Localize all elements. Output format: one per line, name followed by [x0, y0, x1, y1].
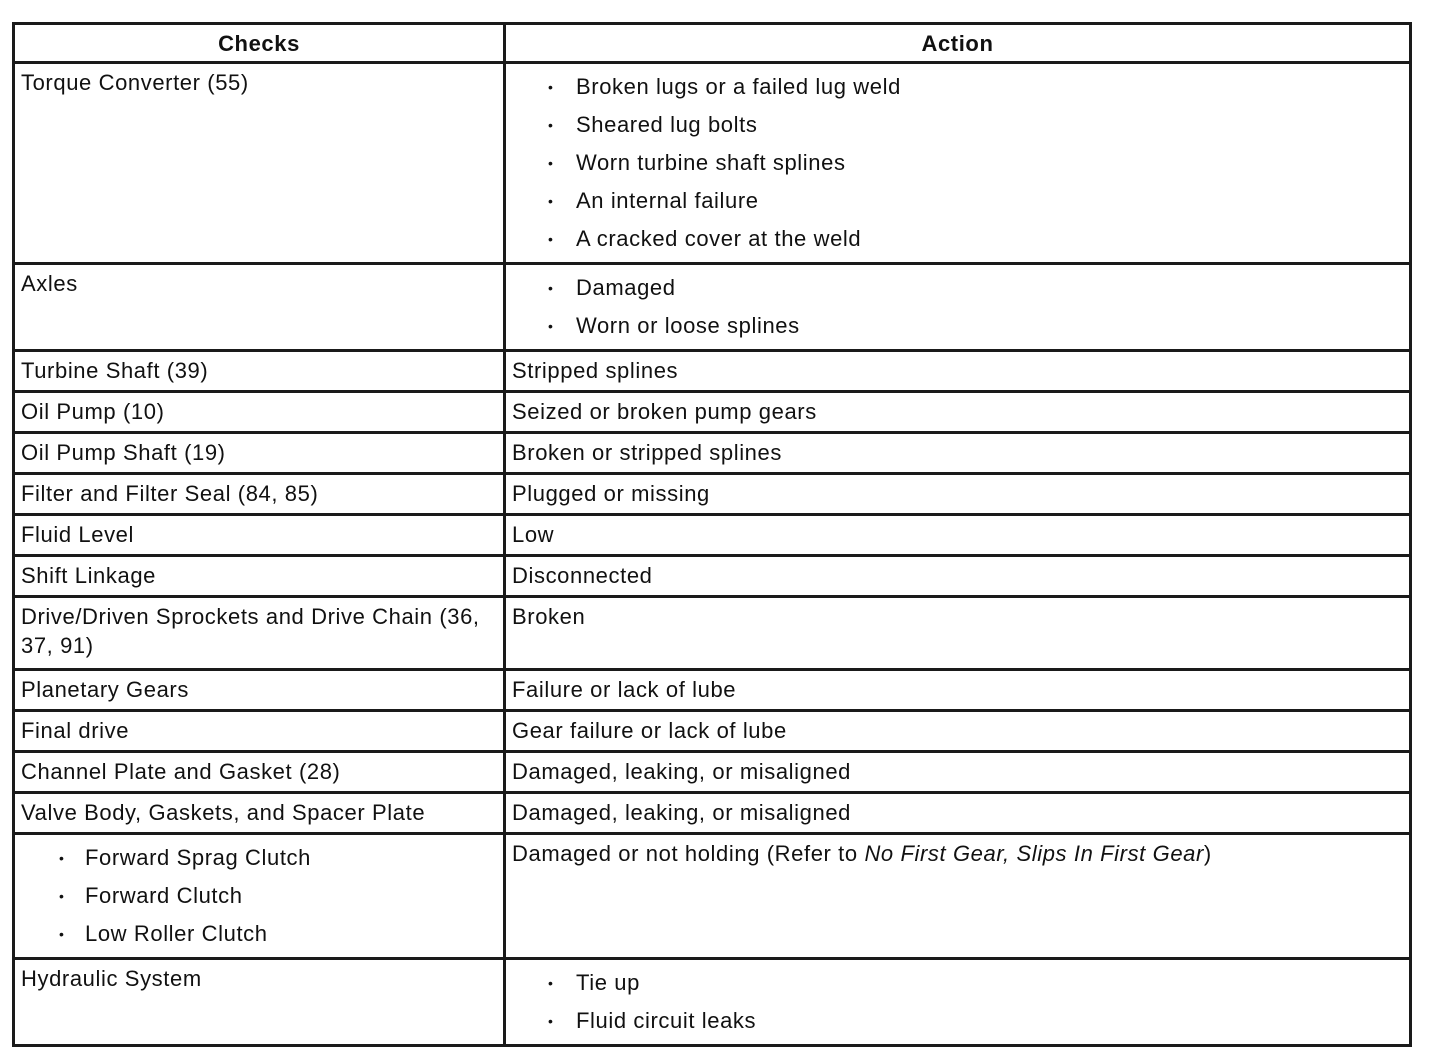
list-item: • A cracked cover at the weld: [512, 220, 1403, 258]
check-cell: Oil Pump Shaft (19): [14, 433, 505, 474]
check-cell: Final drive: [14, 711, 505, 752]
table-row: [14, 351, 1411, 392]
bullet-icon: •: [548, 79, 554, 95]
header-row: [14, 24, 1411, 63]
list-item: • Damaged: [512, 269, 1403, 307]
table-row: [14, 515, 1411, 556]
table-row: [14, 670, 1411, 711]
check-cell: Hydraulic System: [14, 959, 505, 1046]
action-cell: Plugged or missing: [505, 474, 1411, 515]
check-cell: Oil Pump (10): [14, 392, 505, 433]
table-row: [14, 597, 1411, 670]
list-item: • Fluid circuit leaks: [512, 1002, 1403, 1040]
diagnosis-table: [12, 22, 1412, 1047]
check-cell: Axles: [14, 264, 505, 351]
table-row: [14, 433, 1411, 474]
reference-link-text: No First Gear, Slips In First Gear: [864, 841, 1204, 866]
bullet-icon: •: [548, 975, 554, 991]
action-cell: Gear failure or lack of lube: [505, 711, 1411, 752]
action-cell: Low: [505, 515, 1411, 556]
action-cell: Disconnected: [505, 556, 1411, 597]
action-cell: Damaged, leaking, or misaligned: [505, 752, 1411, 793]
bullet-icon: •: [548, 193, 554, 209]
action-list: [512, 964, 1403, 1040]
list-item: • An internal failure: [512, 182, 1403, 220]
check-cell: Drive/Driven Sprockets and Drive Chain (36, 37, 91): [14, 597, 505, 670]
bullet-icon: •: [548, 318, 554, 334]
bullet-icon: •: [548, 280, 554, 296]
action-cell: [505, 959, 1411, 1046]
action-cell: [505, 264, 1411, 351]
list-item: • Broken lugs or a failed lug weld: [512, 68, 1403, 106]
bullet-icon: •: [548, 117, 554, 133]
check-cell: Torque Converter (55): [14, 63, 505, 264]
action-cell: Broken or stripped splines: [505, 433, 1411, 474]
action-cell: Stripped splines: [505, 351, 1411, 392]
list-item: • Forward Clutch: [21, 877, 497, 915]
list-item: • Worn turbine shaft splines: [512, 144, 1403, 182]
action-text: Damaged or not holding (Refer to: [512, 841, 865, 866]
list-item: • Low Roller Clutch: [21, 915, 497, 953]
check-cell: Channel Plate and Gasket (28): [14, 752, 505, 793]
action-cell: [505, 834, 1411, 959]
list-item: • Worn or loose splines: [512, 307, 1403, 345]
table-row: [14, 959, 1411, 1046]
table-row: [14, 711, 1411, 752]
action-cell: Damaged, leaking, or misaligned: [505, 793, 1411, 834]
list-item: • Forward Sprag Clutch: [21, 839, 497, 877]
action-list: [512, 68, 1403, 258]
bullet-icon: •: [59, 850, 65, 866]
bullet-icon: •: [59, 888, 65, 904]
header-checks: Checks: [14, 24, 505, 63]
table-row: [14, 474, 1411, 515]
action-cell: Broken: [505, 597, 1411, 670]
check-list: [21, 839, 497, 953]
action-cell: Seized or broken pump gears: [505, 392, 1411, 433]
list-item: • Sheared lug bolts: [512, 106, 1403, 144]
table-row: [14, 556, 1411, 597]
action-cell: Failure or lack of lube: [505, 670, 1411, 711]
bullet-icon: •: [59, 926, 65, 942]
list-item: • Tie up: [512, 964, 1403, 1002]
check-cell: Shift Linkage: [14, 556, 505, 597]
action-text-end: ): [1203, 841, 1212, 866]
bullet-icon: •: [548, 231, 554, 247]
action-cell: [505, 63, 1411, 264]
check-cell: Planetary Gears: [14, 670, 505, 711]
check-cell: Fluid Level: [14, 515, 505, 556]
check-cell: Valve Body, Gaskets, and Spacer Plate: [14, 793, 505, 834]
table-row: [14, 834, 1411, 959]
table-row: [14, 392, 1411, 433]
table-row: [14, 793, 1411, 834]
header-action: Action: [505, 24, 1411, 63]
check-cell: Filter and Filter Seal (84, 85): [14, 474, 505, 515]
bullet-icon: •: [548, 155, 554, 171]
check-cell: Turbine Shaft (39): [14, 351, 505, 392]
table-row: [14, 63, 1411, 264]
bullet-icon: •: [548, 1013, 554, 1029]
table-row: [14, 752, 1411, 793]
table-row: [14, 264, 1411, 351]
action-list: [512, 269, 1403, 345]
check-cell: [14, 834, 505, 959]
